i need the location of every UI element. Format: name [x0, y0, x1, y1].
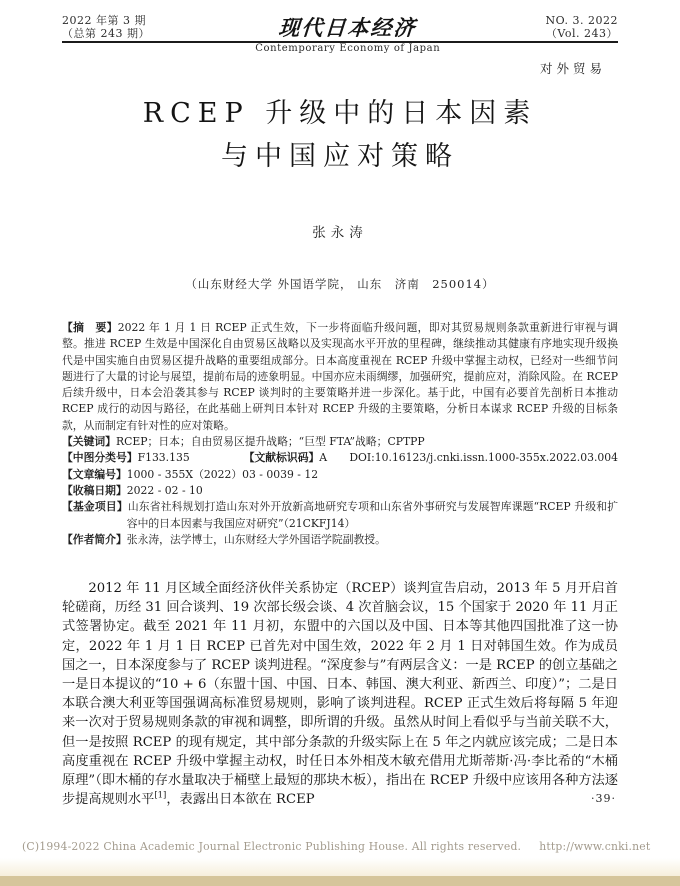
article-title-line2: 与中国应对策略: [221, 141, 459, 172]
abstract-label: 【摘 要】: [62, 321, 118, 334]
doi: DOI:10.16123/j.cnki.issn.1000-355x.2022.03.004: [349, 451, 618, 465]
doc-code-value: A: [319, 451, 328, 465]
bottom-cream-band: [0, 858, 680, 876]
bottom-accent-bar: [0, 876, 680, 886]
author-bio: [62, 532, 618, 548]
issue-line1: 2022 年第 3 期: [62, 14, 146, 27]
journal-masthead: [255, 12, 440, 54]
journal-name-en: Contemporary Economy of Japan: [255, 43, 441, 54]
clc-number: [62, 450, 190, 466]
abstract-text: 2022 年 1 月 1 日 RCEP 正式生效，下一步将面临升级问题，即对其贸易规则条款重新进行审视与调整。推进 RCEP 生效是中国深化自由贸易区战略以及实现高水平开放的里程碑，继续推动其健康有序地实现升级换代是中国实施自由贸易区提升战略的重要组成部分。日本高度重视在 RCEP 升级中掌握主动权，已经对一些细节问题进行了大量的讨论与展望，提前布局的迹象明显。中国亦应未雨绸缪，加强研究，提前应对，消除风险。在 RCEP 后续升级中，日本会沿袭其参与 RCEP 谈判时的主要策略并进一步深化。基于此，中国有必要首先剖析日本推动 RCEP 成行的动因与路径，在此基础上研判日本针对 RCEP 升级的主要策略，分析日本谋求 RCEP 升级的目标条款，从而制定有针对性的应对策略。: [62, 321, 618, 432]
author-affiliation: （山东财经大学 外国语学院， 山东 济南 250014）: [185, 277, 495, 291]
body-text-part1: 2012 年 11 月区域全面经济伙伴关系协定（RCEP）谈判宣告启动，2013 年 5 月开启首轮磋商，历经 31 回合谈判、19 次部长级会谈、4 次首脑会议，15 个国家于 2020 年 11 月正式签署协定。截至 2021 年 11 月初，东盟中的六国以及中国、日本等其他四国批准了这一协定，2022 年 1 月 1 日 RCEP 已首先对中国生效，2022 年 2 月 1 日对韩国生效。作为成员国之一，日本深度参与了 RCEP 谈判进程。“深度参与”有两层含义：一是 RCEP 的创立基础之一是日本提议的“10 + 6（东盟十国、中国、日本、韩国、澳大利亚、新西兰、印度）”；二是日本联合澳大利亚等国强调高标准贸易规则，影响了谈判进程。RCEP 正式生效后将每隔 5 年迎来一次对于贸易规则条款的审视和调整，即所谓的升级。虽然从时间上看似乎与当前关联不大，但一是按照 RCEP 的现有规定，其中部分条款的升级实际上在 5 年之内就应该完成；二是日本高度重视在 RCEP 升级中掌握主动权，时任日本外相茂木敏充借用尤斯蒂斯·冯·李比希的“木桶原理”（即木桶的存水量取决于桶壁上最短的那块木板），指出在 RCEP 升级中应该用各种方法逐步提高规则水平: [62, 581, 618, 808]
fund-label: 【基金项目】: [62, 500, 128, 514]
classification-row: [62, 450, 618, 466]
doc-code-label: 【文献标识码】: [243, 451, 320, 465]
article-id: [62, 467, 618, 483]
abstract: [62, 320, 618, 434]
volume-info: [546, 14, 618, 40]
issue-line2: （总第 243 期）: [62, 27, 150, 40]
received-date: [62, 483, 618, 499]
keywords-text: RCEP；日本；自由贸易区提升战略；“巨型 FTA”战略；CPTPP: [115, 435, 425, 449]
issue-info: [62, 14, 150, 40]
citation-marker: [1]: [154, 790, 167, 801]
page-header: [62, 14, 618, 54]
section-column-label: 对外贸易: [539, 61, 606, 76]
article-id-label: 【文章编号】: [62, 467, 127, 481]
copyright-line: [22, 840, 662, 853]
article-meta: [62, 320, 618, 548]
body-text-part2: ，表露出日本欲在 RCEP: [166, 792, 315, 808]
document-code: [244, 450, 327, 466]
body-paragraph: [62, 579, 618, 809]
fund-text: 山东省社科规划打造山东对外开放新高地研究专项和山东省外事研究与发展智库课题“RCEP 升级和扩容中的日本因素与我国应对研究”（21CKFJ14）: [126, 500, 618, 530]
header-divider: [62, 41, 618, 43]
article-id-value: 1000 - 355X（2022）03 - 0039 - 12: [126, 467, 319, 481]
clc-label: 【中图分类号】: [62, 451, 138, 465]
copyright-text: (C)1994-2022 China Academic Journal Electronic Publishing House. All rights reserved.: [22, 840, 522, 853]
keywords: [62, 434, 618, 450]
cnki-url: http://www.cnki.net: [539, 840, 651, 853]
journal-name-cn: 现代日本经济: [277, 15, 418, 40]
fund-project: [62, 499, 618, 532]
author-name: 张永涛: [312, 225, 368, 241]
article-title: [0, 92, 680, 178]
article-title-line1: RCEP 升级中的日本因素: [142, 98, 538, 129]
bio-text: 张永涛，法学博士，山东财经大学外国语学院副教授。: [126, 532, 386, 546]
bio-label: 【作者简介】: [62, 532, 127, 546]
article-body: [62, 579, 618, 809]
received-label: 【收稿日期】: [62, 483, 127, 497]
volume-line: （Vol. 243）: [545, 27, 618, 40]
number-line: NO. 3. 2022: [545, 14, 618, 27]
keywords-label: 【关键词】: [62, 435, 116, 449]
clc-value: F133.135: [137, 451, 190, 465]
received-value: 2022 - 02 - 10: [126, 483, 203, 497]
page-number: ·39·: [591, 792, 616, 805]
